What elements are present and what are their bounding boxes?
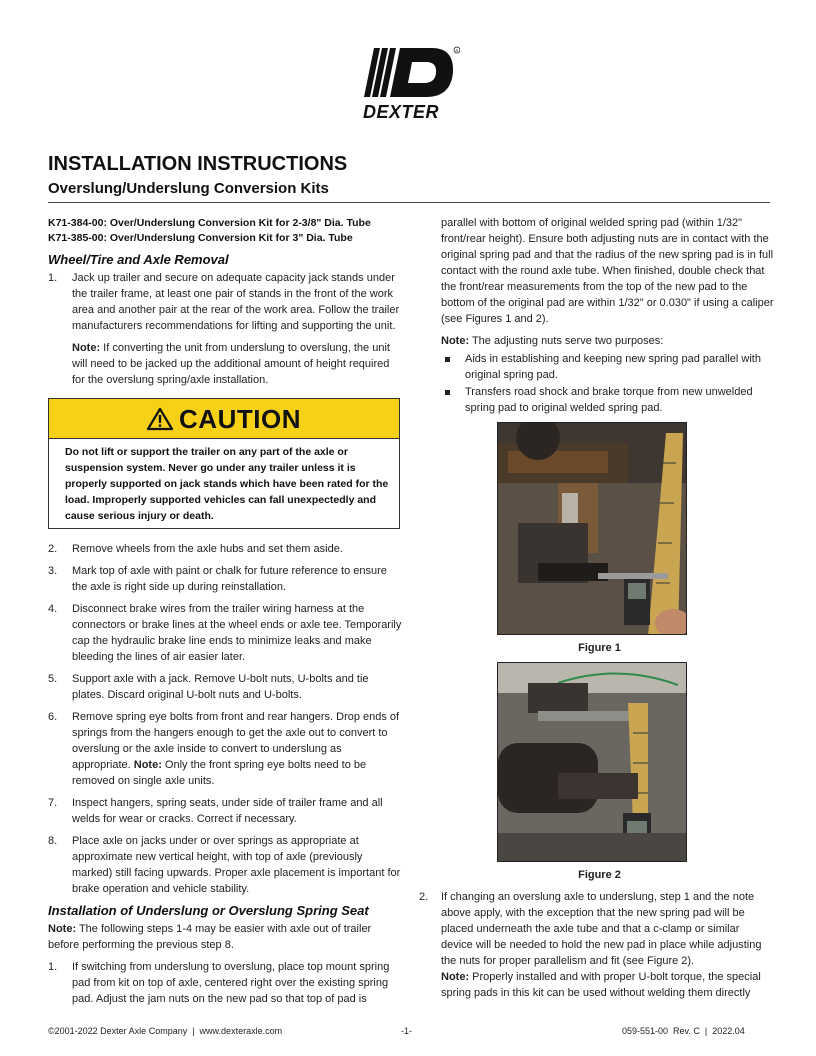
step-text: Place axle on jacks under or over springs as appropriate at approximate new vertical height, with top of axle (previously marked) still facing upwards. Proper axle placement is important for brake operation and vehicle stability. xyxy=(72,835,401,895)
step-number: 6. xyxy=(48,711,58,723)
step-number: 2. xyxy=(48,543,58,555)
list-item xyxy=(417,384,774,416)
note-text: The adjusting nuts serve two purposes: xyxy=(469,335,664,347)
list-item xyxy=(48,833,403,897)
step-number: 1. xyxy=(48,961,58,973)
step-number: 3. xyxy=(48,565,58,577)
list-item xyxy=(48,671,403,703)
footer-page-number: -1- xyxy=(401,1026,412,1036)
caution-text: Do not lift or support the trailer on any part of the axle or suspension system. Never go under any trailer unless it is properly supported on jack stands which have been rated for the load. Improperly supported vehicles can fall unexpectedly and cause serious injury or death. xyxy=(65,446,389,522)
note xyxy=(48,921,403,953)
note-label: Note: xyxy=(441,971,470,983)
brand-name: DEXTER xyxy=(363,102,440,122)
continuation-text: parallel with bottom of original welded spring pad (within 1/32" front/rear height). Ensure both adjusting nuts are in contact with the original spring pad and that the radius of the new spring pad is in full contact with the round axle tube. When finished, double check that the front/rear measurements from the top of the new pad to the bottom of the original pad are within 1/32" or 0.030" if using a caliper (see Figures 1 and 2). xyxy=(441,217,774,325)
step-text-part: Only the front spring eye bolts need to be removed on single axle units. xyxy=(72,759,367,787)
list-item xyxy=(395,889,774,1001)
list-item xyxy=(48,270,403,334)
note xyxy=(441,333,774,349)
list-item xyxy=(48,541,403,557)
step-text xyxy=(441,889,774,1001)
step-text: Disconnect brake wires from the trailer wiring harness at the connectors or brake lines at the wheel ends or axle tee. Temporarily cap the hydraulic brake line ends to minimize leaks and make bleeding the lines of air easier later. xyxy=(72,603,402,663)
footer-doc-number: 059-551-00 Rev. C | 2022.04 xyxy=(622,1026,745,1036)
note-label: Note: xyxy=(133,759,162,771)
step-text: If switching from underslung to overslung, place top mount spring pad from kit on top of axle, centered right over the existing spring pad. Adjust the jam nuts on the new pad so that top of pad is xyxy=(72,961,390,1005)
step-text: Mark top of axle with paint or chalk for future reference to ensure the axle is right side up during reinstallation. xyxy=(72,565,387,593)
figure-2-caption: Figure 2 xyxy=(578,869,621,881)
bullet-text: Aids in establishing and keeping new spring pad parallel with original spring pad. xyxy=(465,353,761,381)
list-item xyxy=(48,709,403,789)
step-text: Support axle with a jack. Remove U-bolt nuts, U-bolts and tie plates. Discard original U-bolt nuts and U-bolts. xyxy=(72,673,369,701)
note xyxy=(72,340,403,388)
note-label: Note: xyxy=(48,923,77,935)
svg-text:R: R xyxy=(455,47,459,53)
step-text-part: Remove spring eye bolts from front and rear hangers. Drop ends of springs from the hangers enough to get the axle out to convert to overslung or the axle inside to convert to underslung as appropriate. xyxy=(72,711,400,771)
caution-box xyxy=(48,398,400,529)
section-heading-installation: Installation of Underslung or Overslung Spring Seat xyxy=(48,903,369,918)
step-text xyxy=(72,709,403,789)
warning-triangle-icon xyxy=(147,407,173,431)
step-number: 7. xyxy=(48,797,58,809)
list-item xyxy=(48,795,403,827)
figure-1-caption: Figure 1 xyxy=(578,642,621,654)
footer-copyright: ©2001-2022 Dexter Axle Company | www.dexteraxle.com xyxy=(48,1026,283,1036)
step-number: 1. xyxy=(48,272,58,284)
note-label: Note: xyxy=(72,342,101,354)
list-item xyxy=(48,959,403,1007)
step-number: 5. xyxy=(48,673,58,685)
bullet-text: Transfers road shock and brake torque from new unwelded spring pad to original welded spring pad. xyxy=(465,386,753,414)
step-number: 4. xyxy=(48,603,58,615)
note-text: If converting the unit from underslung to overslung, the unit will need to be jacked up the additional amount of height required for the overslung spring/axle installation. xyxy=(72,342,390,386)
document-subtitle: Overslung/Underslung Conversion Kits xyxy=(48,180,329,197)
section-heading-removal: Wheel/Tire and Axle Removal xyxy=(48,252,229,267)
left-column xyxy=(48,216,403,1013)
bullet-icon xyxy=(441,384,465,416)
step-number: 2. xyxy=(419,891,429,903)
list-item xyxy=(417,351,774,383)
kit-line: K71-385-00: Over/Underslung Conversion Kit for 3" Dia. Tube xyxy=(48,232,353,244)
right-column xyxy=(417,215,774,1007)
note-text: The following steps 1-4 may be easier with axle out of trailer before performing the previous step 8. xyxy=(48,923,372,951)
step-text-body: If changing an overslung axle to underslung, step 1 and the note above apply, with the exception that the new spring pad will be placed underneath the axle tube and that a c-clamp or similar device will be needed to hold the new pad in place while adjusting the nuts for proper parallelism and fit (see Figure 2). xyxy=(441,891,762,967)
title-divider xyxy=(48,202,770,203)
figure-1-photo xyxy=(497,422,687,635)
step-text: Inspect hangers, spring seats, under side of trailer frame and all welds for wear or cracks. Correct if necessary. xyxy=(72,797,383,825)
caution-header xyxy=(49,399,399,439)
note xyxy=(441,969,774,1001)
document-title: INSTALLATION INSTRUCTIONS xyxy=(48,153,348,175)
list-item xyxy=(48,563,403,595)
note-text: Properly installed and with proper U-bolt torque, the special spring pads in this kit can be used without welding them directly xyxy=(441,971,761,999)
figure-2-photo xyxy=(497,662,687,862)
caution-title: CAUTION xyxy=(179,403,301,434)
step-number: 8. xyxy=(48,835,58,847)
note-label: Note: xyxy=(441,335,470,347)
bullet-icon xyxy=(441,351,465,383)
step-text: Jack up trailer and secure on adequate capacity jack stands under the trailer frame, at least one pair of stands in the front of the work area and another pair at the rear of the work area. Follow the trailer manufacturers recommendations for lifting and supporting the unit. xyxy=(72,272,400,332)
kit-line: K71-384-00: Over/Underslung Conversion Kit for 2-3/8" Dia. Tube xyxy=(48,217,371,229)
step-text: Remove wheels from the axle hubs and set them aside. xyxy=(72,543,343,555)
list-item xyxy=(48,601,403,665)
